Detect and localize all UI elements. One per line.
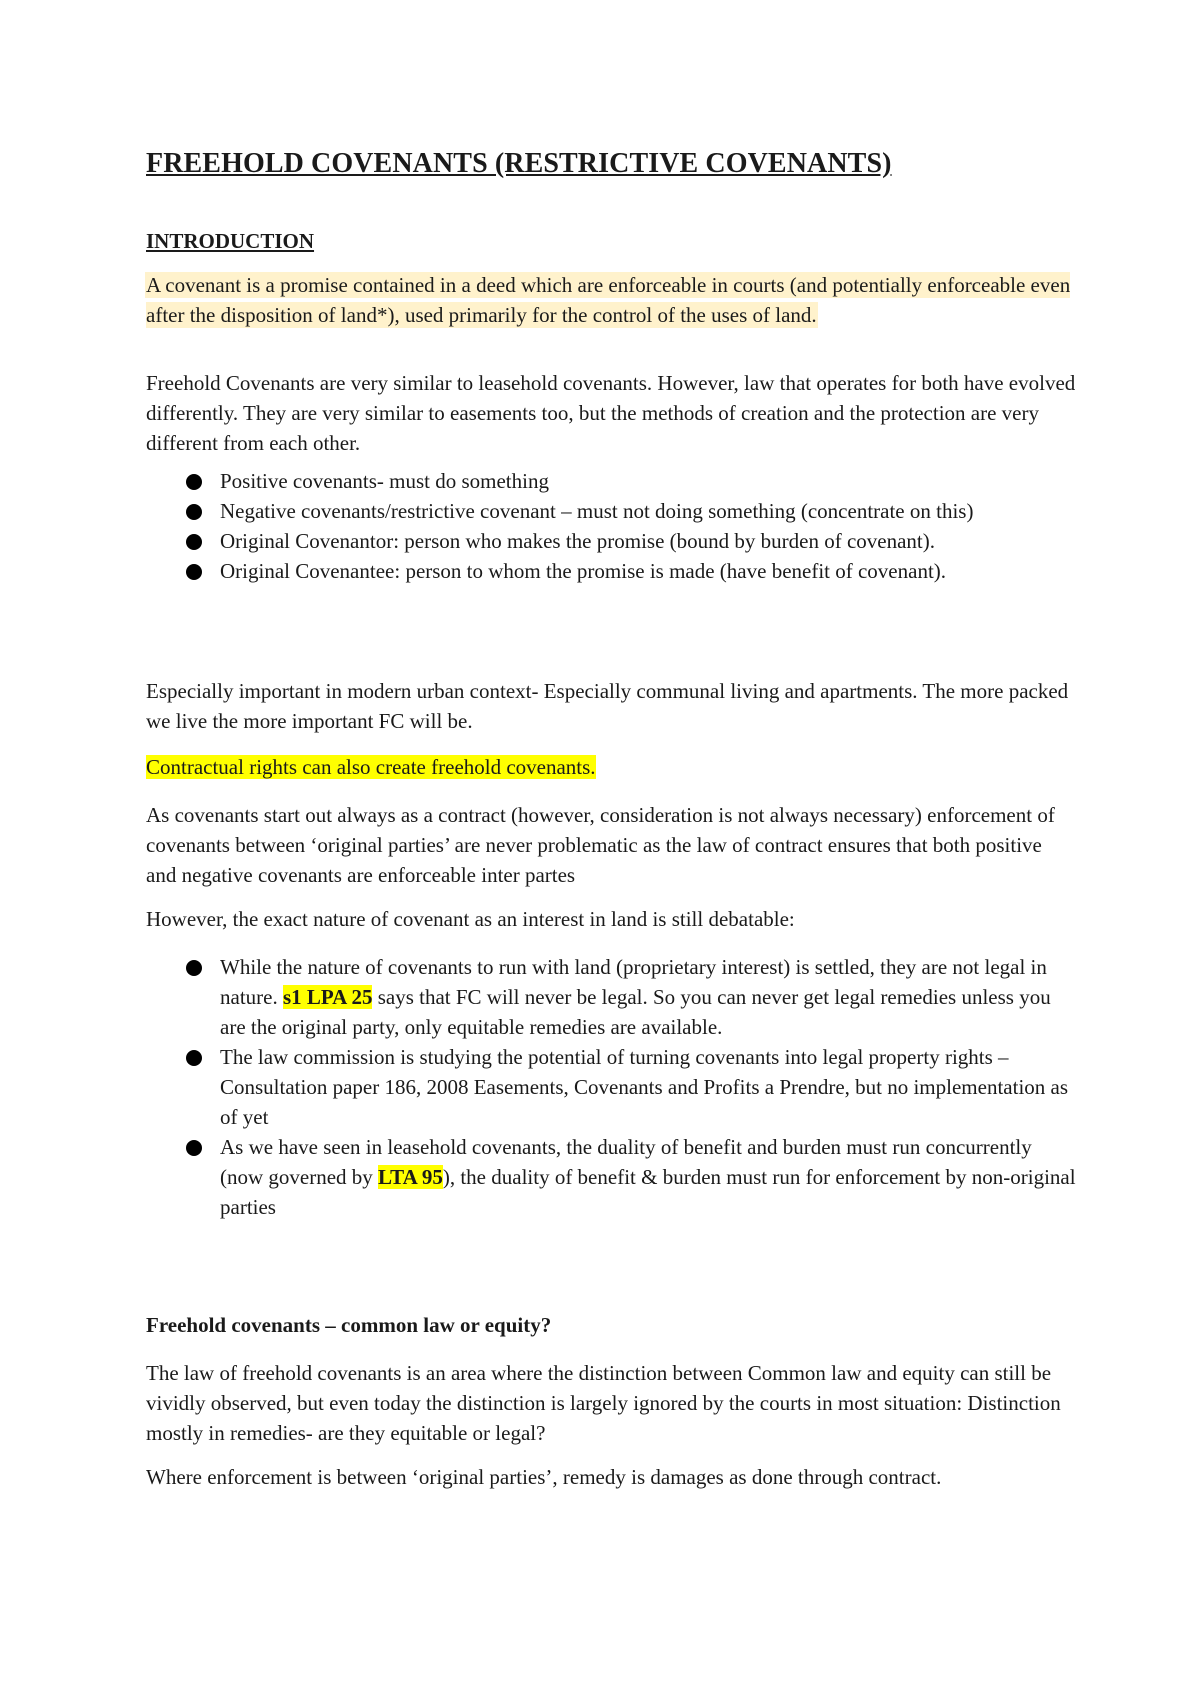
covenant-definition — [146, 270, 1076, 330]
contract-highlight: Contractual rights can also create freehold covenants. — [146, 755, 596, 779]
statute-reference: LTA 95 — [378, 1165, 443, 1189]
covenant-nature-list — [146, 952, 1076, 1222]
list-item — [146, 526, 1076, 556]
list-item — [146, 1132, 1076, 1222]
list-item-text: While the nature of covenants to run with land (proprietary interest) is settled, they are not legal in nature. — [220, 955, 1047, 1009]
covenant-types-list — [146, 466, 1076, 586]
section-heading-common-law-equity: Freehold covenants – common law or equity? — [146, 1313, 552, 1337]
bullet-icon — [186, 474, 202, 490]
intro-paragraph-1: Freehold Covenants are very similar to leasehold covenants. However, law that operates for both have evolved differently. They are very similar to easements too, but the methods of creation and the protection are very different from each other. — [146, 371, 1076, 455]
bullet-icon — [186, 504, 202, 520]
list-item-text: Original Covenantee: person to whom the promise is made (have benefit of covenant). — [220, 559, 947, 583]
intro-paragraph-2: Especially important in modern urban context- Especially communal living and apartments. The more packed we live the more important FC will be. — [146, 679, 1069, 733]
list-item — [146, 496, 1076, 526]
definition-highlight: A covenant is a promise contained in a deed which are enforceable in courts (and potentially enforceable even after the disposition of land*), used primarily for the control of the uses of land. — [146, 273, 1071, 327]
intro-paragraph-3: As covenants start out always as a contract (however, consideration is not always necessary) enforcement of covenants between ‘original parties’ are never problematic as the law of contract ensures that both positive and negative covenants are enforceable inter partes — [146, 803, 1055, 887]
list-item-text: The law commission is studying the potential of turning covenants into legal property rights – Consultation paper 186, 2008 Easements, Covenants and Profits a Prendre, but no implementation as of yet — [220, 1045, 1069, 1129]
document-title: FREEHOLD COVENANTS (RESTRICTIVE COVENANTS) — [146, 148, 892, 179]
introduction-heading: INTRODUCTION — [146, 229, 315, 253]
bullet-icon — [186, 534, 202, 550]
list-item-text: ), the duality of benefit & burden must run for enforcement by non-original parties — [220, 1165, 1076, 1219]
list-item — [146, 952, 1076, 1042]
list-item — [146, 466, 1076, 496]
statute-reference: s1 LPA 25 — [282, 985, 373, 1009]
list-item-text: Negative covenants/restrictive covenant – must not doing something (concentrate on this) — [220, 499, 974, 523]
bullet-icon — [186, 1140, 202, 1156]
section2-paragraph-2: Where enforcement is between ‘original parties’, remedy is damages as done through contract. — [146, 1465, 942, 1489]
list-item — [146, 1042, 1076, 1132]
bullet-icon — [186, 1050, 202, 1066]
list-item-text: says that FC will never be legal. So you can never get legal remedies unless you are the original party, only equitable remedies are available. — [220, 985, 1051, 1039]
bullet-icon — [186, 564, 202, 580]
intro-paragraph-4: However, the exact nature of covenant as an interest in land is still debatable: — [146, 907, 795, 931]
list-item-text: Positive covenants- must do something — [220, 469, 549, 493]
list-item-text: Original Covenantor: person who makes the promise (bound by burden of covenant). — [220, 529, 935, 553]
list-item-text: As we have seen in leasehold covenants, the duality of benefit and burden must run concurrently (now governed by — [220, 1135, 1032, 1189]
section2-paragraph-1: The law of freehold covenants is an area where the distinction between Common law and equity can still be vividly observed, but even today the distinction is largely ignored by the courts in most situation: Distinction mostly in remedies- are they equitable or legal? — [146, 1361, 1061, 1445]
bullet-icon — [186, 960, 202, 976]
list-item — [146, 556, 1076, 586]
contractual-rights-note — [146, 752, 1076, 782]
